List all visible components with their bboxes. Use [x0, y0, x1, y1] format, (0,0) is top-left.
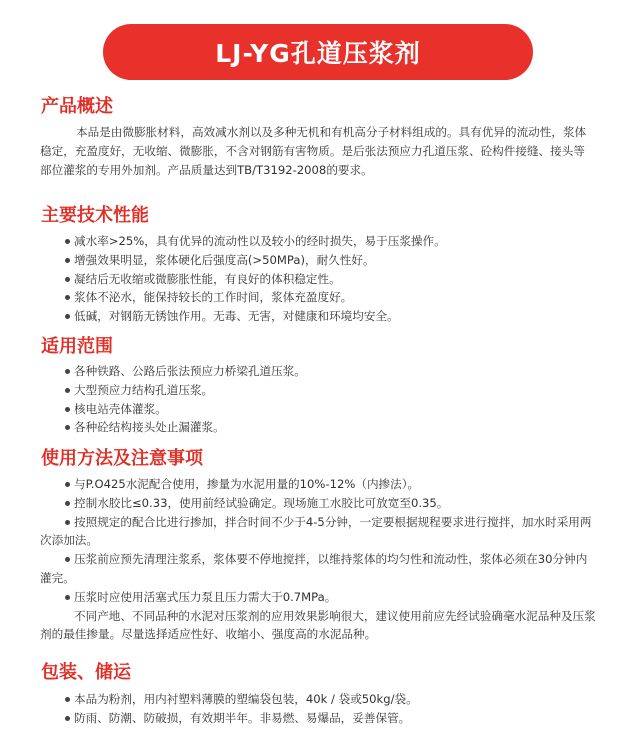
- list-item-text: 不同产地、不同品种的水泥对压浆剂的应用效果影响很大，建议使用前应先经试验确毫水泥品种及压浆剂的最佳掺量。尽量选择适应性好、收缩小、强度高的水泥品种。: [40, 608, 596, 642]
- section-heading-scope: 适用范围: [41, 336, 113, 357]
- list-item: [40, 251, 596, 270]
- packaging-list: [40, 690, 596, 728]
- list-item: [40, 362, 596, 381]
- bullet-icon: [65, 239, 70, 244]
- list-item-text: 凝结后无收缩或微膨胀性能，有良好的体积稳定性。: [74, 271, 341, 286]
- performance-list: [40, 232, 596, 326]
- section-heading-overview: 产品概述: [41, 96, 113, 117]
- list-item-text: 各种砼结构接头处止漏灌浆。: [74, 420, 225, 435]
- list-item: [40, 513, 596, 551]
- bullet-icon: [65, 482, 70, 487]
- bullet-icon: [65, 501, 70, 506]
- bullet-icon: [65, 520, 70, 525]
- list-item: [40, 709, 596, 728]
- bullet-icon: [65, 369, 70, 374]
- bullet-icon: [65, 595, 70, 600]
- list-item-text: 低碱，对钢筋无锈蚀作用。无毒、无害，对健康和环境均安全。: [74, 309, 399, 324]
- list-item-text: 控制水胶比≤0.33，使用前经试验确定。现场施工水胶比可放宽至0.35。: [74, 495, 449, 510]
- list-item: [40, 418, 596, 437]
- bullet-icon: [65, 258, 70, 263]
- bullet-icon: [65, 295, 70, 300]
- list-item: [40, 270, 596, 289]
- list-item-text: 增强效果明显，浆体硬化后强度高(>50MPa)，耐久性好。: [74, 252, 375, 267]
- section-heading-usage: 使用方法及注意事项: [41, 448, 203, 469]
- page-title: LJ-YG孔道压浆剂: [103, 24, 533, 80]
- list-item: [40, 475, 596, 494]
- list-item: [40, 588, 596, 607]
- section-heading-packaging: 包装、储运: [41, 662, 131, 683]
- bullet-icon: [65, 407, 70, 412]
- bullet-icon: [65, 425, 70, 430]
- list-item: [40, 550, 596, 588]
- bullet-icon: [65, 697, 70, 702]
- overview-text: 本品是由微膨胀材料，高效减水剂以及多种无机和有机高分子材料组成的。具有优异的流动性，浆体稳定，充盈度好，无收缩、微膨胀，不含对钢筋有害物质。是后张法预应力孔道压浆、砼构件接缝、接头等部位灌浆的专用外加剂。产品质量达到TB/T3192-2008的要求。: [40, 125, 587, 177]
- list-item-text: 各种铁路、公路后张法预应力桥梁孔道压浆。: [74, 364, 306, 378]
- list-item: [40, 690, 596, 709]
- list-item-text: 减水率>25%，具有优异的流动性以及较小的经时损失，易于压浆操作。: [74, 234, 446, 248]
- list-item-text: 浆体不泌水，能保持较长的工作时间，浆体充盈度好。: [74, 290, 353, 305]
- list-item: [40, 288, 596, 307]
- list-item-text: 压浆前应预先清理注浆系，浆体要不停地搅拌，以维持浆体的均匀性和流动性，浆体必须在30分钟内灌完。: [40, 552, 588, 585]
- bullet-icon: [65, 716, 70, 721]
- bullet-icon: [65, 557, 70, 562]
- list-item: [40, 494, 596, 513]
- bullet-icon: [65, 388, 70, 393]
- list-item-text: 防雨、防潮、防破损，有效期半年。非易燃、易爆品，妥善保管。: [74, 710, 411, 725]
- list-item-text: 与P.O425水泥配合使用，掺量为水泥用量的10%-12%（内掺法）。: [74, 477, 420, 491]
- bullet-icon: [65, 277, 70, 282]
- list-item: [40, 607, 596, 645]
- section-heading-performance: 主要技术性能: [41, 205, 149, 226]
- usage-list: [40, 475, 596, 644]
- list-item-text: 按照规定的配合比进行掺加，拌合时间不少于4-5分钟，一定要根据规程要求进行搅拌，加水时采用两次添加法。: [40, 514, 592, 548]
- list-item: [40, 232, 596, 251]
- list-item: [40, 381, 596, 400]
- scope-list: [40, 362, 596, 437]
- list-item-text: 本品为粉剂，用内衬塑料薄膜的塑编袋包装，40k / 袋或50kg/袋。: [74, 692, 418, 706]
- list-item-text: 核电站壳体灌浆。: [74, 401, 167, 416]
- list-item-text: 压浆时应使用活塞式压力泵且压力需大于0.7MPa。: [74, 589, 337, 604]
- list-item-text: 大型预应力结构孔道压浆。: [74, 382, 214, 397]
- bullet-icon: [65, 314, 70, 319]
- list-item: [40, 307, 596, 326]
- list-item: [40, 400, 596, 419]
